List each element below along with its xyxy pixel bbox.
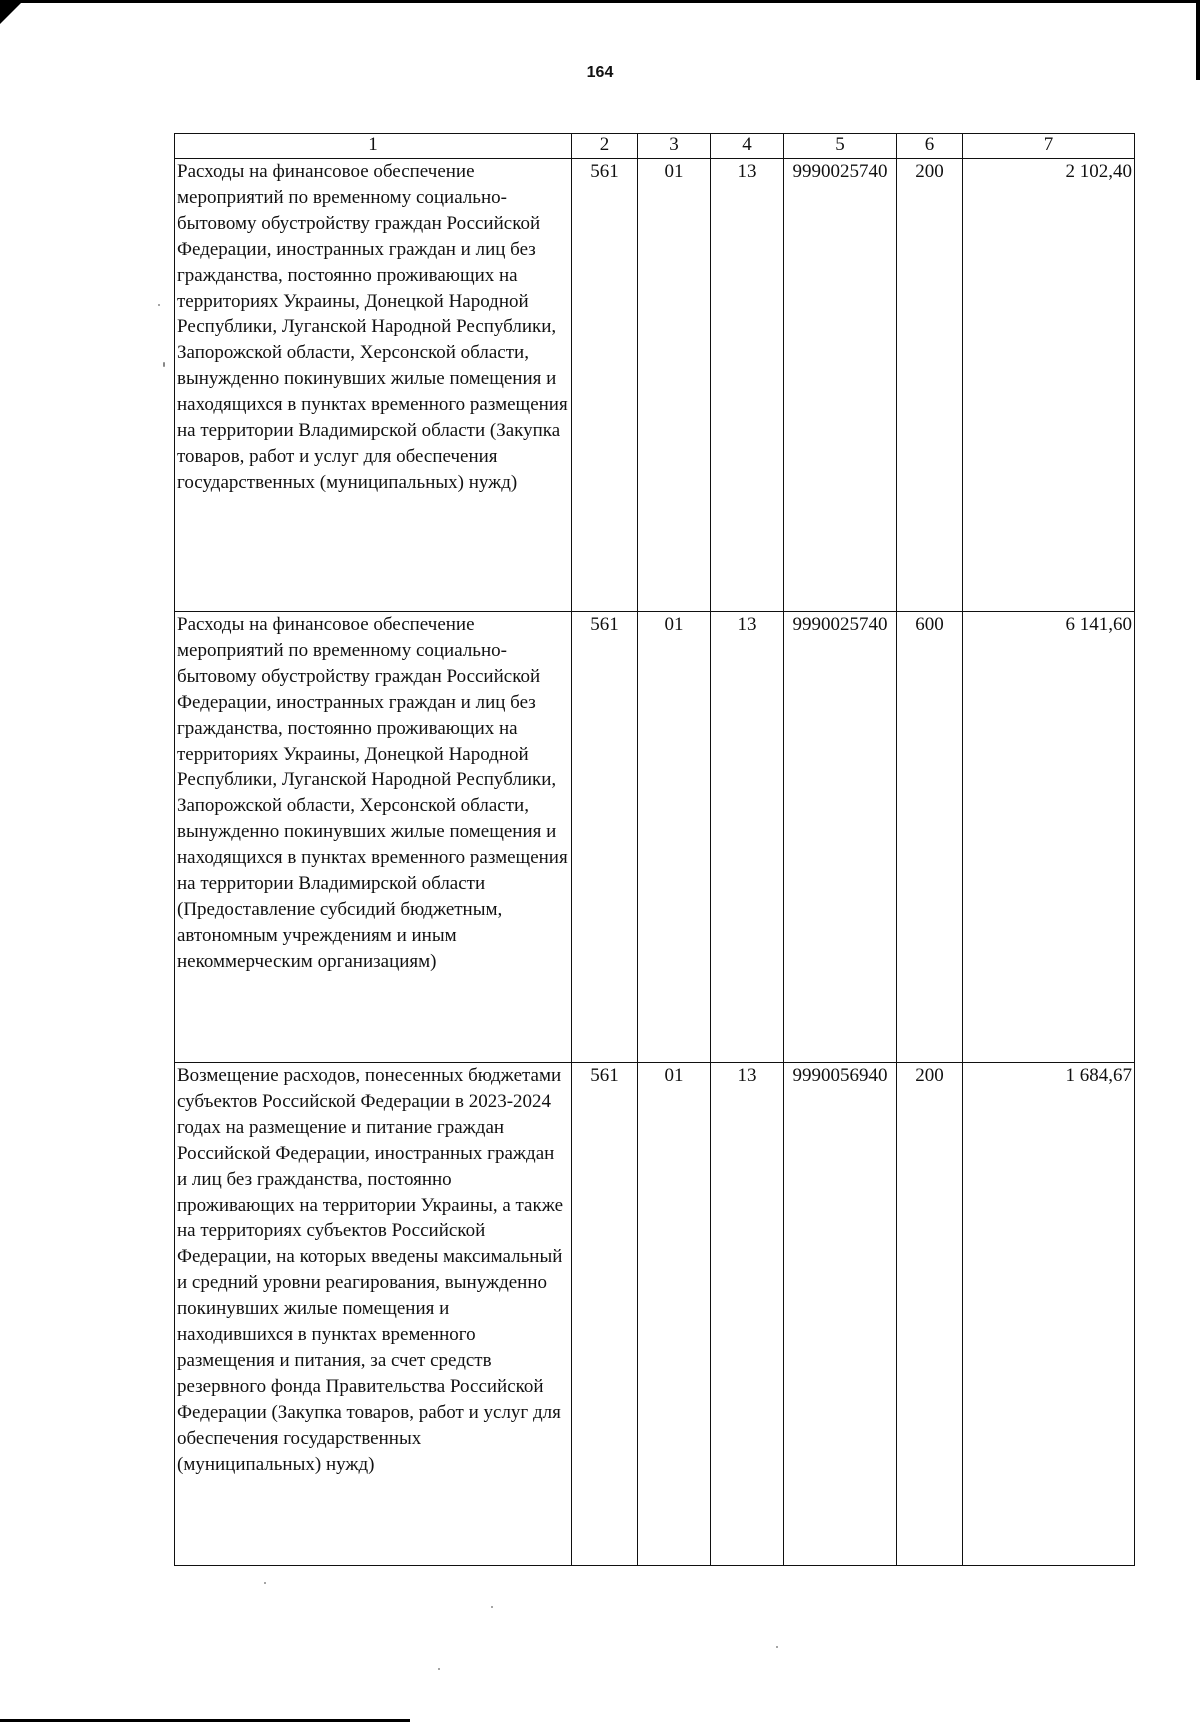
row-amount: 6 141,60 (963, 612, 1135, 1063)
row-amount: 2 102,40 (963, 159, 1135, 612)
row-col2: 561 (572, 1063, 638, 1566)
budget-table (174, 133, 1135, 1566)
header-cell: 7 (963, 134, 1135, 159)
row-col4: 13 (711, 1063, 784, 1566)
row-col4: 13 (711, 612, 784, 1063)
row-amount: 1 684,67 (963, 1063, 1135, 1566)
scan-edge-top (0, 0, 1200, 3)
table-row (175, 159, 1135, 612)
header-row (175, 134, 1135, 159)
header-cell: 2 (572, 134, 638, 159)
row-col4: 13 (711, 159, 784, 612)
row-description: Расходы на финансовое обеспечение мероприятий по временному социально-бытовому обустройству граждан Российской Федерации, иностранных граждан и лиц без гражданства, постоянно проживающих на территориях Украины, Донецкой Народной Республики, Луганской Народной Республики, Запорожской области, Херсонской области, вынужденно покинувших жилые помещения и находящихся в пунктах временного размещения на территории Владимирской области (Закупка товаров, работ и услуг для обеспечения государственных (муниципальных) нужд) (175, 159, 572, 612)
row-description: Расходы на финансовое обеспечение мероприятий по временному социально-бытовому обустройству граждан Российской Федерации, иностранных граждан и лиц без гражданства, постоянно проживающих на территориях Украины, Донецкой Народной Республики, Луганской Народной Республики, Запорожской области, Херсонской области, вынужденно покинувших жилые помещения и находящихся в пунктах временного размещения на территории Владимирской области (Предоставление субсидий бюджетным, автономным учреждениям и иным некоммерческим организациям) (175, 612, 572, 1063)
row-col2: 561 (572, 159, 638, 612)
table-row (175, 1063, 1135, 1566)
scan-speck (491, 1606, 493, 1608)
scan-speck (163, 362, 165, 367)
row-description: Возмещение расходов, понесенных бюджетами субъектов Российской Федерации в 2023-2024 годах на размещение и питание граждан Российской Федерации, иностранных граждан и лиц без гражданства, постоянно проживающих на территории Украины, а также на территориях субъектов Российской Федерации, на которых введены максимальный и средний уровни реагирования, вынужденно покинувших жилые помещения и находившихся в пунктах временного размещения и питания, за счет средств резервного фонда Правительства Российской Федерации (Закупка товаров, работ и услуг для обеспечения государственных (муниципальных) нужд) (175, 1063, 572, 1566)
header-cell: 5 (784, 134, 897, 159)
table-row (175, 612, 1135, 1063)
header-cell: 1 (175, 134, 572, 159)
row-col5: 9990025740 (784, 159, 897, 612)
scan-speck (264, 1582, 266, 1584)
row-col6: 200 (897, 159, 963, 612)
header-cell: 4 (711, 134, 784, 159)
page-number: 164 (586, 64, 614, 81)
scan-speck (158, 304, 160, 306)
scan-speck (776, 1646, 778, 1648)
row-col6: 200 (897, 1063, 963, 1566)
row-col2: 561 (572, 612, 638, 1063)
header-cell: 3 (638, 134, 711, 159)
row-col6: 600 (897, 612, 963, 1063)
scan-speck (438, 1668, 440, 1670)
row-col5: 9990025740 (784, 612, 897, 1063)
row-col3: 01 (638, 1063, 711, 1566)
header-cell: 6 (897, 134, 963, 159)
row-col3: 01 (638, 612, 711, 1063)
row-col5: 9990056940 (784, 1063, 897, 1566)
row-col3: 01 (638, 159, 711, 612)
scan-edge-corner (0, 0, 24, 24)
